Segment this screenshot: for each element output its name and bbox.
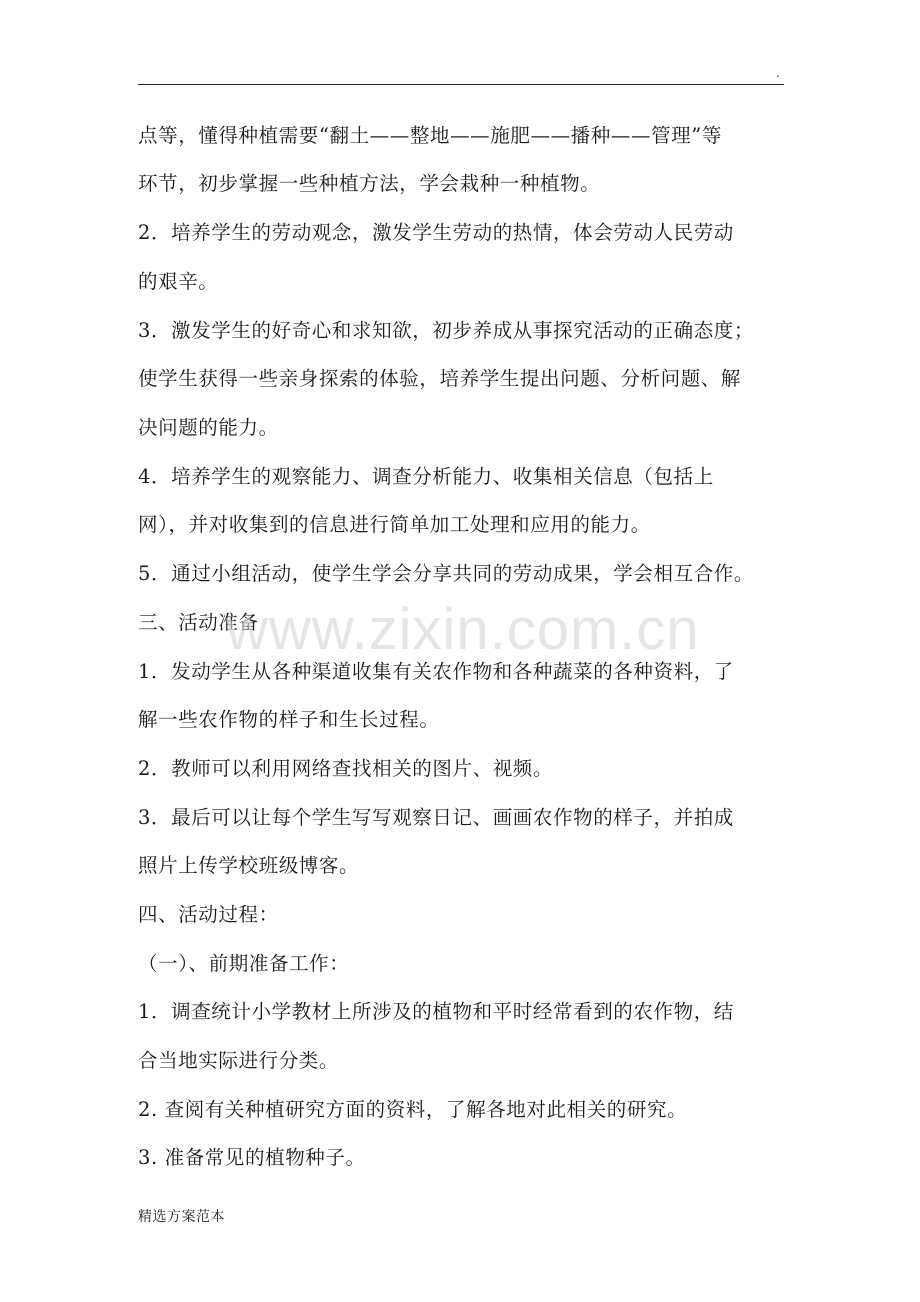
body-line-15: 3．最后可以让每个学生写写观察日记、画画农作物的样子，并拍成 (138, 806, 734, 829)
body-line-12: 1．发动学生从各种渠道收集有关农作物和各种蔬菜的各种资料，了 (138, 660, 734, 683)
body-line-7: 决问题的能力。 (138, 416, 279, 439)
header-dot: . (776, 66, 780, 80)
body-line-1: 点等，懂得种植需要“翻土——整地——施肥——播种——管理”等 (138, 124, 722, 147)
body-line-21: 2. 查阅有关种植研究方面的资料，了解各地对此相关的研究。 (138, 1098, 688, 1121)
body-line-20: 合当地实际进行分类。 (138, 1049, 340, 1072)
footer-label: 精选方案范本 (138, 1209, 225, 1225)
body-line-10: 5．通过小组活动，使学生学会分享共同的劳动成果，学会相互合作。 (138, 562, 755, 585)
body-line-16: 照片上传学校班级博客。 (138, 854, 360, 877)
body-line-5: 3．激发学生的好奇心和求知欲，初步养成从事探究活动的正确态度； (138, 319, 755, 342)
body-line-6: 使学生获得一些亲身探索的体验，培养学生提出问题、分析问题、解 (138, 367, 742, 390)
body-line-14: 2．教师可以利用网络查找相关的图片、视频。 (138, 757, 554, 780)
body-line-8: 4．培养学生的观察能力、调查分析能力、收集相关信息（包括上 (138, 465, 714, 488)
body-line-3: 2．培养学生的劳动观念，激发学生劳动的热情，体会劳动人民劳动 (138, 221, 734, 244)
body-line-13: 解一些农作物的样子和生长过程。 (138, 708, 440, 731)
header-rule (138, 84, 784, 85)
subsection-heading-1: （一）、前期准备工作： (138, 952, 350, 975)
body-line-22: 3. 准备常见的植物种子。 (138, 1146, 366, 1169)
body-line-4: 的艰辛。 (138, 270, 219, 293)
section-heading-4: 四、活动过程： (138, 903, 279, 926)
watermark: www.zixin.com.cn (226, 597, 700, 662)
body-line-9: 网），并对收集到的信息进行简单加工处理和应用的能力。 (138, 513, 651, 536)
body-line-2: 环节，初步掌握一些种植方法，学会栽种一种植物。 (138, 172, 601, 195)
body-line-19: 1．调查统计小学教材上所涉及的植物和平时经常看到的农作物，结 (138, 1000, 734, 1023)
section-heading-3: 三、活动准备 (138, 611, 259, 634)
